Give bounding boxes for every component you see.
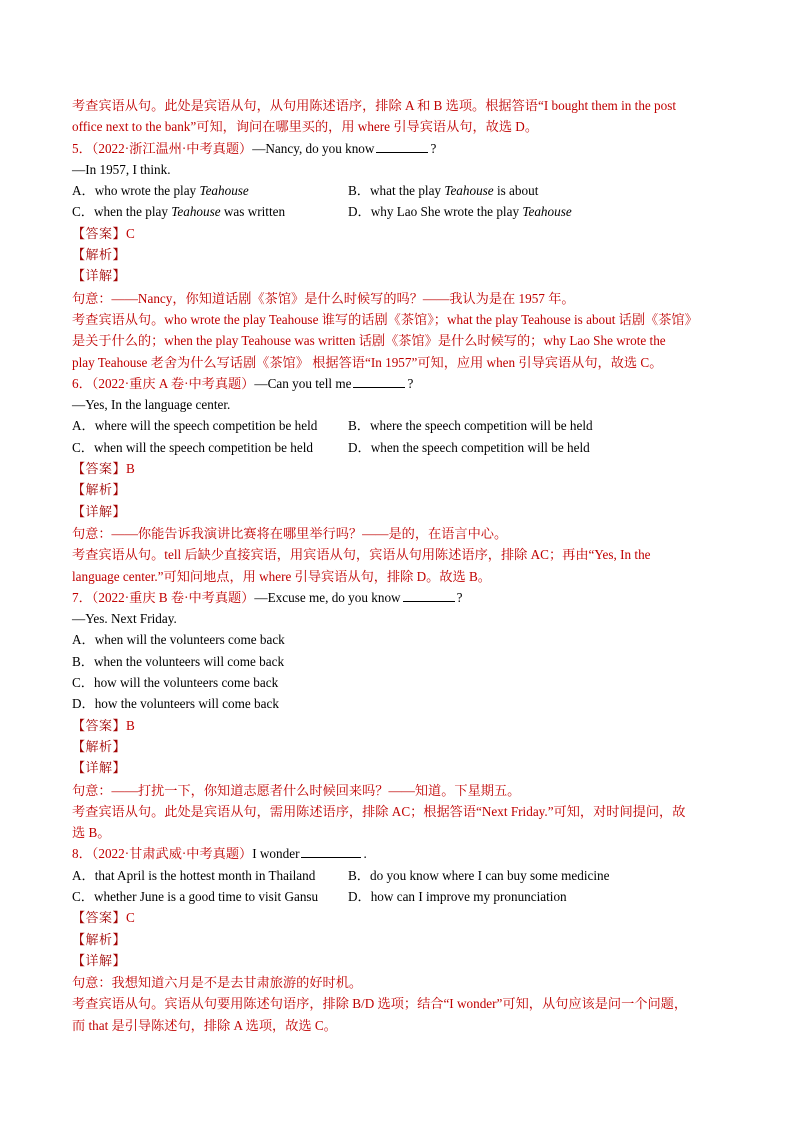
q7-option-c: C．how will the volunteers come back <box>72 675 279 691</box>
q6-explanation-1: 考查宾语从句。tell 后缺少直接宾语，用宾语从句，宾语从句用陈述语序，排除 AC；再由“Yes, In the <box>72 547 651 563</box>
q7-meaning: 句意：——打扰一下，你知道志愿者什么时候回来吗？——知道。下星期五。 <box>72 782 521 798</box>
q5-option-d: D．why Lao She wrote the play Teahouse <box>348 204 572 220</box>
q8-options-row-1 <box>72 865 732 886</box>
q8-answer <box>72 907 732 929</box>
q7-blank <box>403 589 455 602</box>
q6-source: 6．（2022·重庆 A 卷·中考真题） <box>72 375 255 391</box>
q7-stem-text: —Excuse me, do you know <box>254 589 401 605</box>
q6-options-row-2 <box>72 437 732 458</box>
q8-source: 8．（2022·甘肃武威·中考真题） <box>72 846 253 862</box>
q7-option-a: A．when will the volunteers come back <box>72 632 285 648</box>
q8-stem-end: . <box>363 846 367 862</box>
q5-stem-end: ? <box>430 140 437 156</box>
q5-explanation-1: 考查宾语从句。who wrote the play Teahouse 谁写的话剧《茶馆》；what the play Teahouse is about 话剧《茶馆》 <box>72 311 698 327</box>
q8-explanation-2: 而 that 是引导陈述句，排除 A 选项，故选 C。 <box>72 1017 337 1033</box>
q7-answer <box>72 715 732 737</box>
q5-options-row-1 <box>72 180 732 201</box>
q7-answer-value: B <box>126 717 135 733</box>
q6-answer-value: B <box>126 461 135 477</box>
q7-explanation-2: 选 B。 <box>72 825 111 841</box>
q7-option-d: D．how the volunteers will come back <box>72 696 279 712</box>
q7-stem <box>72 587 732 608</box>
q5-reply: —In 1957, I think. <box>72 161 171 177</box>
q6-analysis-label: 【解析】 <box>72 483 127 499</box>
q8-meaning: 句意：我想知道六月是不是去甘肃旅游的好时机。 <box>72 975 363 991</box>
q6-stem-end: ? <box>407 375 414 391</box>
q8-blank <box>301 845 361 858</box>
q8-option-b: B．do you know where I can buy some medicine <box>348 867 610 883</box>
q6-answer <box>72 458 732 480</box>
q6-stem <box>72 373 732 394</box>
q6-reply: —Yes, In the language center. <box>72 397 231 413</box>
q6-option-c: C．when will the speech competition be held <box>72 439 313 455</box>
q8-stem-text: I wonder <box>252 846 300 862</box>
answer-label: 【答案】 <box>72 911 127 927</box>
q7-reply: —Yes. Next Friday. <box>72 611 177 627</box>
q6-explanation-2: language center.”可知问地点，用 where 引导宾语从句，排除 D。故选 B。 <box>72 568 491 584</box>
document-page <box>72 95 732 1036</box>
q5-blank <box>376 140 428 153</box>
q7-source: 7．（2022·重庆 B 卷·中考真题） <box>72 589 255 605</box>
q6-detail-label: 【详解】 <box>72 504 127 520</box>
q6-stem-text: —Can you tell me <box>254 375 352 391</box>
answer-label: 【答案】 <box>72 462 127 478</box>
q6-option-d: D．when the speech competition will be held <box>348 439 590 455</box>
q5-detail-label: 【详解】 <box>72 269 127 285</box>
q6-blank <box>353 375 405 388</box>
q5-stem-text: —Nancy, do you know <box>252 140 375 156</box>
q5-source: 5．（2022·浙江温州·中考真题） <box>72 140 253 156</box>
q7-option-b: B．when the volunteers will come back <box>72 653 285 669</box>
q5-explanation-3: play Teahouse 老舍为什么写话剧《茶馆》 根据答语“In 1957”可知，应用 when 引导宾语从句，故选 C。 <box>72 354 663 370</box>
q5-meaning: 句意：——Nancy，你知道话剧《茶馆》是什么时候写的吗？——我认为是在 1957 年。 <box>72 290 575 306</box>
q5-answer-value: C <box>126 225 135 241</box>
q8-option-a: A．that April is the hottest month in Thailand <box>72 867 316 883</box>
q8-analysis-label: 【解析】 <box>72 932 127 948</box>
q7-stem-end: ? <box>456 589 463 605</box>
q6-option-a: A．where will the speech competition be held <box>72 418 318 434</box>
q6-options-row-1 <box>72 415 732 436</box>
q5-option-a: A．who wrote the play Teahouse <box>72 183 249 199</box>
q8-options-row-2 <box>72 886 732 907</box>
answer-label: 【答案】 <box>72 226 127 242</box>
intro-line-2: office next to the bank”可知，询问在哪里买的，用 where 引导宾语从句，故选 D。 <box>72 119 539 135</box>
q7-analysis-label: 【解析】 <box>72 739 127 755</box>
q7-explanation-1: 考查宾语从句。此处是宾语从句，需用陈述语序，排除 AC；根据答语“Next Friday.”可知，对时间提问，故 <box>72 803 686 819</box>
intro-line-1: 考查宾语从句。此处是宾语从句，从句用陈述语序，排除 A 和 B 选项。根据答语“I bought them in the post <box>72 98 677 113</box>
q8-answer-value: C <box>126 910 135 926</box>
q8-option-c: C．whether June is a good time to visit Gansu <box>72 888 319 904</box>
q7-detail-label: 【详解】 <box>72 761 127 777</box>
answer-label: 【答案】 <box>72 718 127 734</box>
q5-answer <box>72 223 732 245</box>
q8-detail-label: 【详解】 <box>72 953 127 969</box>
q6-option-b: B．where the speech competition will be held <box>348 418 593 434</box>
q6-meaning: 句意：——你能告诉我演讲比赛将在哪里举行吗？——是的，在语言中心。 <box>72 525 508 541</box>
q5-option-c: C．when the play Teahouse was written <box>72 204 286 220</box>
q5-stem <box>72 138 732 159</box>
q5-explanation-2: 是关于什么的；when the play Teahouse was written 话剧《茶馆》是什么时候写的；why Lao She wrote the <box>72 333 666 349</box>
q8-explanation-1: 考查宾语从句。宾语从句要用陈述句语序，排除 B/D 选项；结合“I wonder”可知，从句应该是问一个问题， <box>72 996 688 1012</box>
q5-options-row-2 <box>72 201 732 222</box>
q5-analysis-label: 【解析】 <box>72 248 127 264</box>
q8-option-d: D．how can I improve my pronunciation <box>348 888 567 904</box>
q8-stem <box>72 843 732 864</box>
q5-option-b: B．what the play Teahouse is about <box>348 183 539 199</box>
